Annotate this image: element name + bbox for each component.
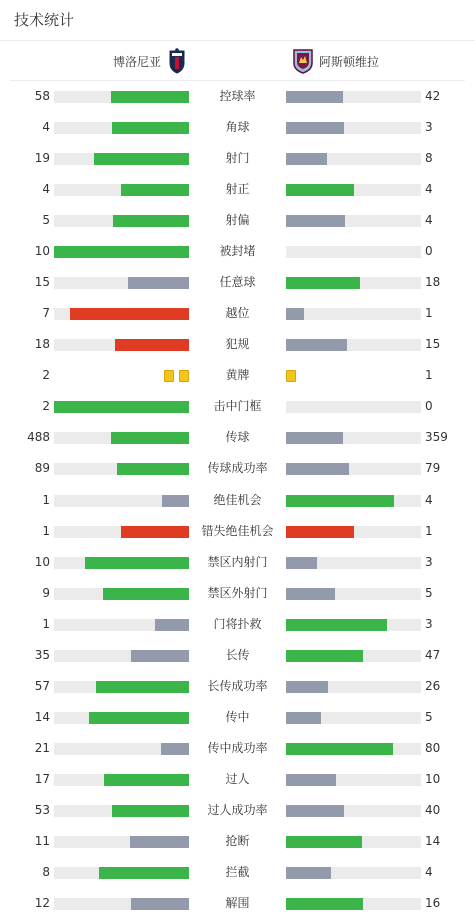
away-stat-bar — [286, 153, 421, 165]
away-stat-bar-fill — [286, 339, 347, 351]
home-stat-value: 2 — [42, 399, 50, 413]
away-stat-bar-fill — [286, 463, 349, 475]
home-stat-value: 11 — [34, 834, 50, 848]
away-stat-bar-fill — [286, 557, 317, 569]
stat-label: 角球 — [225, 120, 250, 134]
home-stat-bar — [54, 495, 189, 507]
away-stat-bar — [286, 463, 421, 475]
home-stat-bar — [54, 401, 189, 413]
away-stat-value: 1 — [425, 306, 433, 320]
away-stat-value: 47 — [425, 648, 441, 662]
away-stat-bar-fill — [286, 619, 387, 631]
away-stat-bar-fill — [286, 122, 344, 134]
home-team-name: 博洛尼亚 — [112, 54, 161, 69]
home-stat-bar — [54, 463, 189, 475]
stat-row — [0, 804, 475, 818]
stat-row — [0, 494, 475, 508]
away-stat-bar — [286, 681, 421, 693]
home-stat-value: 53 — [34, 803, 50, 817]
home-stat-bar — [54, 215, 189, 227]
away-stat-bar-fill — [286, 650, 363, 662]
away-stat-value: 79 — [425, 461, 441, 475]
away-stat-bar — [286, 495, 421, 507]
stat-label: 射正 — [225, 182, 250, 196]
home-stat-bar-fill — [99, 867, 189, 879]
home-stat-value: 19 — [34, 151, 50, 165]
home-yellow-cards — [164, 369, 189, 383]
teams-divider — [10, 80, 465, 81]
away-stat-bar-fill — [286, 153, 327, 165]
stat-label: 传中 — [225, 710, 250, 724]
home-stat-bar — [54, 681, 189, 693]
away-stat-value: 10 — [425, 772, 441, 786]
home-stat-value: 488 — [27, 430, 50, 444]
home-stat-bar — [54, 246, 189, 258]
home-stat-value: 58 — [34, 89, 50, 103]
home-stat-bar-fill — [54, 401, 189, 413]
home-stat-value: 4 — [42, 182, 50, 196]
away-stat-bar — [286, 557, 421, 569]
home-stat-bar — [54, 898, 189, 910]
home-stat-value: 57 — [34, 679, 50, 693]
away-stat-bar — [286, 184, 421, 196]
stat-row — [0, 400, 475, 414]
home-stat-bar-fill — [94, 153, 189, 165]
home-stat-bar — [54, 122, 189, 134]
stat-row — [0, 618, 475, 632]
home-stat-bar-fill — [117, 463, 189, 475]
stat-label: 黄牌 — [225, 368, 250, 382]
stat-label: 拦截 — [225, 865, 250, 879]
stat-row — [0, 214, 475, 228]
home-stat-bar-fill — [115, 339, 189, 351]
home-team[interactable] — [113, 48, 185, 74]
away-stat-bar — [286, 619, 421, 631]
stat-row — [0, 866, 475, 880]
home-stat-bar-fill — [103, 588, 189, 600]
stat-row — [0, 556, 475, 570]
stat-label: 过人成功率 — [207, 803, 268, 817]
home-stat-value: 4 — [42, 120, 50, 134]
away-stat-value: 18 — [425, 275, 441, 289]
away-stat-bar-fill — [286, 432, 343, 444]
away-stat-value: 42 — [425, 89, 441, 103]
away-stat-bar — [286, 339, 421, 351]
away-stat-value: 4 — [425, 182, 433, 196]
stat-label: 被封堵 — [219, 244, 256, 258]
home-stat-bar-fill — [89, 712, 189, 724]
away-stat-bar — [286, 246, 421, 258]
home-stat-bar — [54, 277, 189, 289]
home-stat-bar — [54, 557, 189, 569]
home-stat-value: 89 — [34, 461, 50, 475]
home-stat-bar-fill — [112, 122, 189, 134]
away-stat-value: 3 — [425, 617, 433, 631]
away-stat-value: 3 — [425, 120, 433, 134]
stat-label: 门将扑救 — [213, 617, 262, 631]
away-stat-bar — [286, 805, 421, 817]
home-stat-bar-fill — [162, 495, 189, 507]
away-stat-value: 26 — [425, 679, 441, 693]
home-stat-bar — [54, 743, 189, 755]
stat-row — [0, 462, 475, 476]
home-stat-bar-fill — [112, 805, 189, 817]
home-stat-value: 10 — [34, 244, 50, 258]
stat-label: 长传成功率 — [207, 679, 268, 693]
away-stat-bar — [286, 215, 421, 227]
home-stat-value: 10 — [34, 555, 50, 569]
stat-label: 禁区外射门 — [207, 586, 268, 600]
away-stat-bar — [286, 122, 421, 134]
home-stat-value: 2 — [42, 368, 50, 382]
stat-row — [0, 121, 475, 135]
stat-label: 解围 — [225, 896, 250, 910]
home-stat-bar — [54, 867, 189, 879]
home-stat-bar — [54, 153, 189, 165]
home-stat-value: 9 — [42, 586, 50, 600]
home-stat-bar-fill — [121, 526, 189, 538]
away-stat-bar — [286, 712, 421, 724]
away-stat-value: 4 — [425, 213, 433, 227]
home-stat-bar — [54, 712, 189, 724]
home-stat-value: 21 — [34, 741, 50, 755]
home-stat-bar-fill — [104, 774, 189, 786]
bologna-crest-icon — [169, 48, 185, 74]
stat-row — [0, 742, 475, 756]
away-stat-value: 16 — [425, 896, 441, 910]
away-stat-bar — [286, 401, 421, 413]
home-stat-value: 15 — [34, 275, 50, 289]
home-stat-bar — [54, 619, 189, 631]
stat-row — [0, 680, 475, 694]
stat-label: 越位 — [225, 306, 250, 320]
away-stat-bar — [286, 867, 421, 879]
home-stat-bar-fill — [96, 681, 189, 693]
away-stat-bar-fill — [286, 867, 331, 879]
home-stat-value: 5 — [42, 213, 50, 227]
home-stat-value: 7 — [42, 306, 50, 320]
away-stat-bar — [286, 526, 421, 538]
away-stat-bar — [286, 91, 421, 103]
stat-label: 绝佳机会 — [213, 493, 262, 507]
stat-row — [0, 897, 475, 911]
aston-villa-crest-icon — [293, 48, 313, 74]
home-stat-bar-fill — [111, 91, 189, 103]
home-stat-bar-fill — [113, 215, 189, 227]
away-stat-bar-fill — [286, 774, 336, 786]
away-stat-bar-fill — [286, 277, 360, 289]
away-stat-bar-fill — [286, 681, 328, 693]
home-stat-bar-fill — [161, 743, 189, 755]
home-stat-bar — [54, 339, 189, 351]
away-stat-value: 1 — [425, 524, 433, 538]
home-stat-bar — [54, 308, 189, 320]
away-stat-bar — [286, 774, 421, 786]
away-stat-value: 40 — [425, 803, 441, 817]
stat-row — [0, 835, 475, 849]
away-stat-value: 80 — [425, 741, 441, 755]
away-yellow-cards — [286, 369, 296, 383]
away-stat-value: 15 — [425, 337, 441, 351]
away-stat-bar — [286, 898, 421, 910]
home-stat-bar-fill — [131, 898, 189, 910]
away-stat-bar — [286, 277, 421, 289]
away-stat-value: 5 — [425, 710, 433, 724]
home-stat-value: 18 — [34, 337, 50, 351]
home-stat-bar-fill — [70, 308, 189, 320]
away-stat-bar — [286, 836, 421, 848]
home-stat-bar-fill — [131, 650, 189, 662]
stat-row — [0, 649, 475, 663]
home-stat-bar — [54, 432, 189, 444]
stat-label: 过人 — [225, 772, 250, 786]
stat-label: 传球成功率 — [207, 461, 268, 475]
away-stat-bar-fill — [286, 184, 354, 196]
stat-label: 传球 — [225, 430, 250, 444]
yellow-card-icon — [179, 370, 189, 382]
away-stat-bar-fill — [286, 588, 335, 600]
home-stat-bar — [54, 774, 189, 786]
away-stat-value: 0 — [425, 244, 433, 258]
away-stat-bar-fill — [286, 308, 304, 320]
stat-row — [0, 183, 475, 197]
stat-label: 击中门框 — [213, 399, 262, 413]
away-stat-value: 4 — [425, 865, 433, 879]
home-stat-value: 1 — [42, 493, 50, 507]
home-stat-value: 12 — [34, 896, 50, 910]
stat-label: 长传 — [225, 648, 250, 662]
home-stat-value: 8 — [42, 865, 50, 879]
away-stat-value: 0 — [425, 399, 433, 413]
home-stat-bar — [54, 526, 189, 538]
away-stat-bar-fill — [286, 712, 321, 724]
away-stat-bar — [286, 743, 421, 755]
stat-label: 射门 — [225, 151, 250, 165]
yellow-card-icon — [164, 370, 174, 382]
home-stat-bar-fill — [128, 277, 189, 289]
away-stat-bar — [286, 432, 421, 444]
away-stat-value: 1 — [425, 368, 433, 382]
away-team[interactable] — [293, 48, 379, 74]
away-stat-bar-fill — [286, 898, 363, 910]
stat-row — [0, 152, 475, 166]
stat-row — [0, 711, 475, 725]
stat-row — [0, 369, 475, 383]
stat-row — [0, 587, 475, 601]
away-stat-bar-fill — [286, 215, 345, 227]
home-stat-value: 17 — [34, 772, 50, 786]
home-stat-bar — [54, 184, 189, 196]
stat-label: 抢断 — [225, 834, 250, 848]
stat-label: 错失绝佳机会 — [201, 524, 274, 538]
away-stat-value: 8 — [425, 151, 433, 165]
away-stat-value: 3 — [425, 555, 433, 569]
home-stat-value: 1 — [42, 524, 50, 538]
away-stat-bar-fill — [286, 495, 394, 507]
home-stat-bar-fill — [85, 557, 189, 569]
away-stat-value: 14 — [425, 834, 441, 848]
home-stat-bar — [54, 836, 189, 848]
away-team-name: 阿斯顿维拉 — [319, 54, 380, 69]
stat-row — [0, 773, 475, 787]
stat-row — [0, 431, 475, 445]
stat-label: 控球率 — [219, 89, 256, 103]
stat-label: 犯规 — [225, 337, 250, 351]
away-stat-bar-fill — [286, 836, 362, 848]
home-stat-bar — [54, 650, 189, 662]
away-stat-bar-fill — [286, 526, 354, 538]
stat-row — [0, 338, 475, 352]
away-stat-bar — [286, 588, 421, 600]
header-divider — [0, 40, 475, 41]
stat-label: 禁区内射门 — [207, 555, 268, 569]
stat-row — [0, 276, 475, 290]
stat-row — [0, 307, 475, 321]
home-stat-value: 14 — [34, 710, 50, 724]
stat-label: 任意球 — [219, 275, 256, 289]
home-stat-bar-fill — [111, 432, 189, 444]
stat-label: 射偏 — [225, 213, 250, 227]
away-stat-value: 5 — [425, 586, 433, 600]
home-stat-value: 35 — [34, 648, 50, 662]
home-stat-bar-fill — [121, 184, 189, 196]
away-stat-bar-fill — [286, 91, 343, 103]
yellow-card-icon — [286, 370, 296, 382]
home-stat-bar — [54, 588, 189, 600]
away-stat-bar-fill — [286, 743, 393, 755]
away-stat-value: 4 — [425, 493, 433, 507]
away-stat-value: 359 — [425, 430, 448, 444]
stat-row — [0, 525, 475, 539]
home-stat-bar — [54, 805, 189, 817]
home-stat-bar-fill — [155, 619, 189, 631]
page-title: 技术统计 — [14, 11, 75, 29]
away-stat-bar-fill — [286, 805, 344, 817]
stat-row — [0, 245, 475, 259]
stat-label: 传中成功率 — [207, 741, 268, 755]
home-stat-bar — [54, 91, 189, 103]
away-stat-bar — [286, 650, 421, 662]
stat-row — [0, 90, 475, 104]
away-stat-bar — [286, 308, 421, 320]
home-stat-bar-fill — [130, 836, 189, 848]
home-stat-value: 1 — [42, 617, 50, 631]
home-stat-bar-fill — [54, 246, 189, 258]
